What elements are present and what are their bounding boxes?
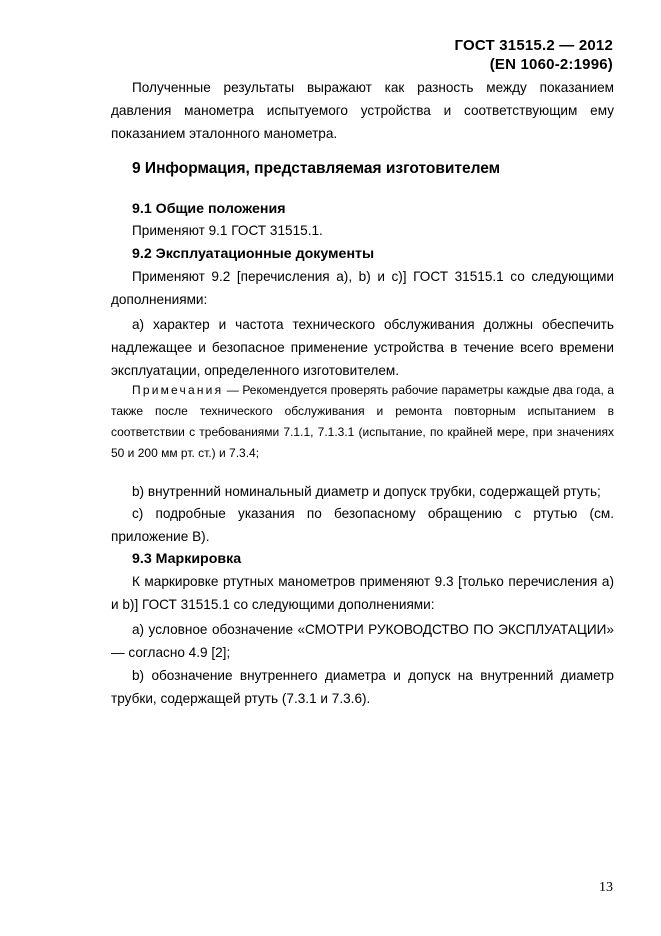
section-9-2-item-a: a) характер и частота технического обслуживания должны обеспечить надлежащее и безопасное применение устройства в течение всего времени эксплуатации, определенного изготовителем. xyxy=(111,317,614,378)
section-9-title: 9 Информация, представляемая изготовителем xyxy=(132,160,501,177)
section-9-2-item-c: c) подробные указания по безопасному обращению с ртутью (см. приложение В). xyxy=(111,506,614,544)
section-9-3-item-a: a) условное обозначение «СМОТРИ РУКОВОДСТВО ПО ЭКСПЛУАТАЦИИ» — согласно 4.9 [2]; xyxy=(111,622,614,660)
intro-paragraph: Полученные результаты выражают как разность между показанием давления манометра испытуемого устройства и соответствующим ему показанием эталонного манометра. xyxy=(111,80,614,141)
note-paragraph xyxy=(111,380,614,464)
note-text: — Рекомендуется проверять рабочие параметры каждые два года, а также после технического обслуживания и ремонта повторным испытанием в соответствии с требованиями 7.1.1, 7.1.3.1 (испытание, по крайней мере, при значениях 50 и 200 мм рт. ст.) и 7.3.4; xyxy=(111,383,614,460)
section-9-3-item-b: b) обозначение внутреннего диаметра и допуск на внутренний диаметр трубки, содержащей ртуть (7.3.1 и 7.3.6). xyxy=(111,668,614,706)
page-number: 13 xyxy=(599,880,613,895)
section-9-1-title: 9.1 Общие положения xyxy=(132,201,286,217)
standard-number: ГОСТ 31515.2 — 2012 xyxy=(454,37,613,54)
section-9-1-text: Применяют 9.1 ГОСТ 31515.1. xyxy=(132,223,323,238)
section-9-2-intro: Применяют 9.2 [перечисления a), b) и c)] ГОСТ 31515.1 со следующими дополнениями: xyxy=(111,269,614,307)
section-9-2-title: 9.2 Эксплуатационные документы xyxy=(132,246,375,262)
note-label: Примечания xyxy=(132,383,224,397)
section-9-3-title: 9.3 Маркировка xyxy=(132,551,242,567)
section-9-3-intro: К маркировке ртутных манометров применяют 9.3 [только перечисления a) и b)] ГОСТ 31515.1 со следующими дополнениями: xyxy=(111,574,614,612)
en-reference: (EN 1060-2:1996) xyxy=(489,56,613,73)
section-9-2-item-b: b) внутренний номинальный диаметр и допуск трубки, содержащей ртуть; xyxy=(132,484,601,499)
